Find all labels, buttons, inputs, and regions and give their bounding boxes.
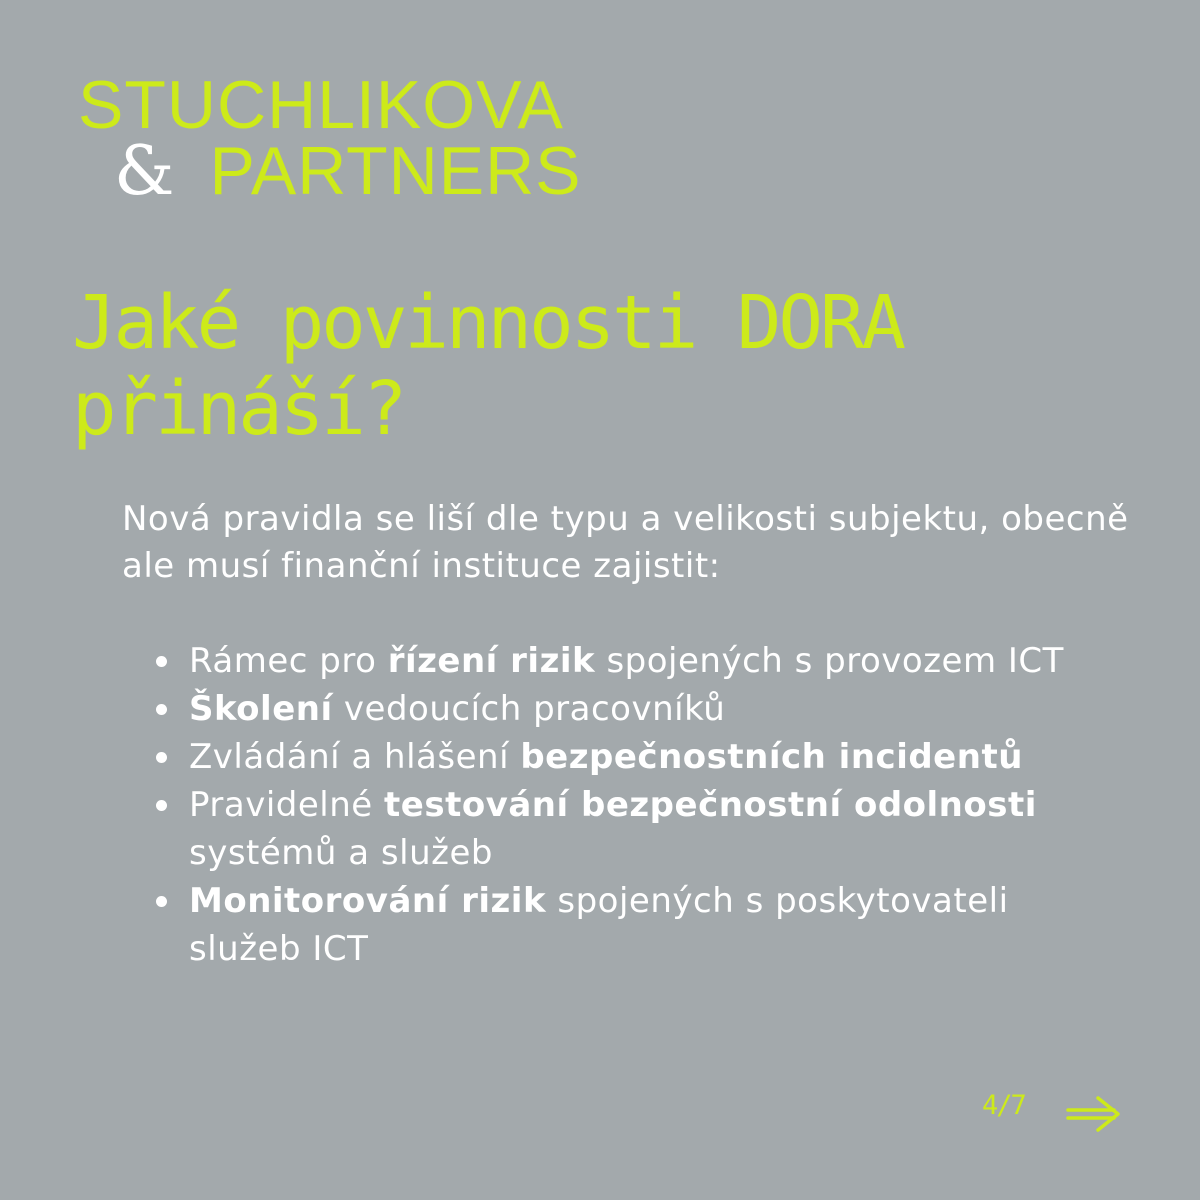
- obligations-list: [152, 637, 1112, 973]
- brand-name-line1: STUCHLIKOVA: [78, 67, 564, 143]
- brand-name-line2: PARTNERS: [209, 133, 582, 209]
- list-item-emphasis: Školení: [189, 689, 333, 729]
- intro-text: Nová pravidla se liší dle typu a velikosti subjektu, obecně ale musí finanční instituce zajistit:: [122, 499, 1129, 586]
- list-item-emphasis: Monitorování rizik: [189, 881, 547, 921]
- bullet-icon: [156, 752, 167, 763]
- list-item: [152, 733, 1112, 781]
- list-item-text: Rámec pro: [189, 641, 388, 681]
- list-item: [152, 877, 1112, 973]
- list-item-emphasis: bezpečnostních incidentů: [520, 737, 1023, 777]
- bullet-icon: [156, 800, 167, 811]
- list-item-text: vedoucích pracovníků: [332, 689, 726, 729]
- bullet-icon: [156, 656, 167, 667]
- list-item-text: Pravidelné: [189, 785, 385, 825]
- list-item: [152, 685, 1112, 733]
- page-title: Jaké povinnosti DORA přináší?: [72, 280, 904, 452]
- brand-logo: [78, 67, 582, 211]
- bullet-icon: [156, 896, 167, 907]
- list-item-emphasis: řízení rizik: [387, 641, 596, 681]
- list-item: [152, 781, 1112, 877]
- list-item-text: Zvládání a hlášení: [189, 737, 521, 777]
- list-item-text: systémů a služeb: [189, 833, 493, 873]
- brand-name-line2-wrap: [78, 132, 582, 211]
- bullet-icon: [156, 704, 167, 715]
- arrow-right-icon: [1064, 1090, 1124, 1134]
- brand-ampersand: &: [114, 132, 176, 211]
- list-item: [152, 637, 1112, 685]
- list-item-emphasis: testování bezpečnostní odolnosti: [384, 785, 1037, 825]
- list-item-text: spojených s poskytovateli služeb ICT: [189, 881, 1009, 969]
- page-indicator: 4/7: [982, 1090, 1025, 1121]
- next-slide-button[interactable]: [1064, 1090, 1124, 1134]
- list-item-text: spojených s provozem ICT: [595, 641, 1064, 681]
